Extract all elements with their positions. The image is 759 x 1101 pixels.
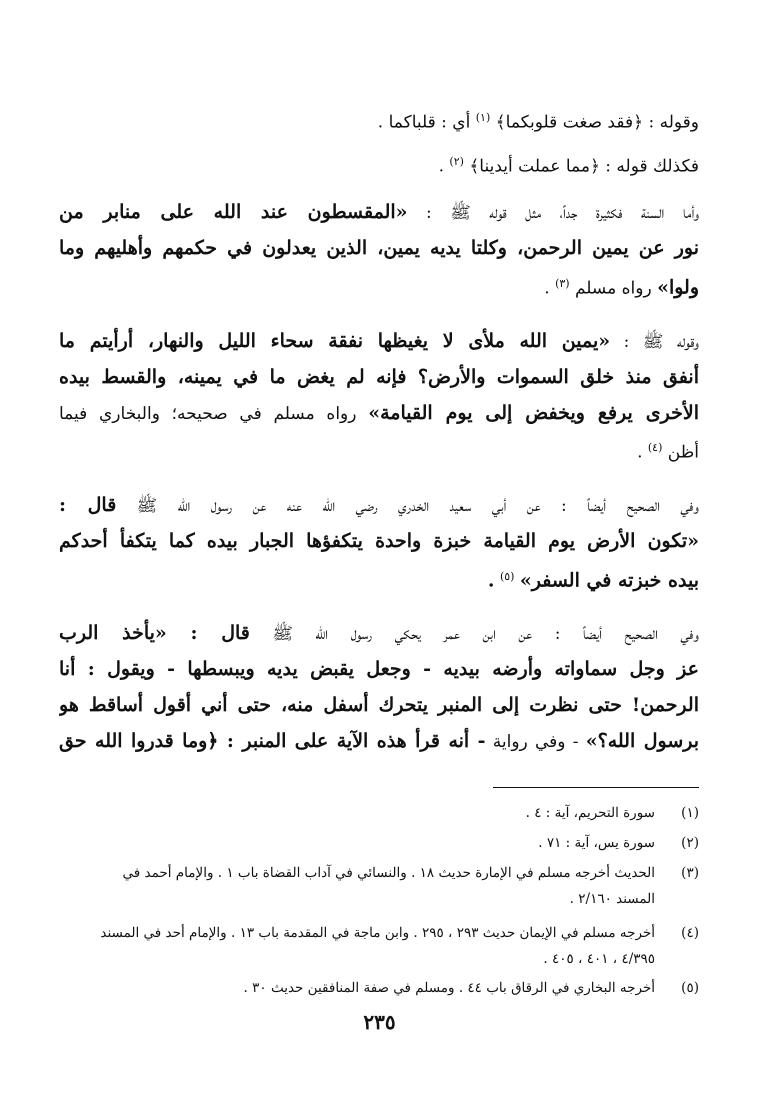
text-line-1: وقوله : ﴿فقد صغت قلوبكما﴾ $^{(١)}$ أي : قلباكما . (377, 111, 699, 133)
hadith-line: أنفق منذ خلق السموات والأرض؟ فإنه لم يغض ما في يمينه، والقسط بيده (59, 366, 699, 388)
text-line-10: وفي الصحيح أيضاً : عن أبي سعيد الخدري رضي الله عنه عن رسول الله ﷺ قال : (59, 494, 699, 516)
footnote-ref: (١) (475, 111, 491, 124)
footnote-ref: (٣) (555, 277, 570, 290)
hadith-line: عز وجل سماواته وأرضه بيديه - وجعل يقبض يديه ويبسطها - ويقول : أنا (59, 658, 699, 680)
footnote-1: (١)سورة التحريم، آية : ٤ . (525, 805, 699, 821)
text-line-5: ولوا» رواه مسلم $^{(٣)}$ . (544, 276, 699, 299)
text-line-16: برسول الله؟» - وفي رواية - أنه قرأ هذه الآية على المنبر : ﴿وما قدروا الله حق (59, 730, 699, 752)
text-line-2: فكذلك قوله : ﴿مما عملت أيدينا﴾ $^{(٢)}$ . (438, 155, 699, 177)
hadith-text: «المقسطون عند الله على منابر من (59, 201, 408, 223)
footnote-2: (٢)سورة يس، آية : ٧١ . (538, 835, 699, 851)
footnote-4: (٤)أخرجه مسلم في الإيمان حديث ٢٩٣ ، ٢٩٥ . وابن ماجة في المقدمة باب ١٣ . والإمام أحد في المسند (100, 925, 699, 941)
footnote-ref: (٥) (499, 570, 515, 583)
hadith-text: «يمين الله ملأى لا يغيظها نفقة سحاء الليل والنهار، أرأيتم ما (59, 330, 611, 352)
page-number: ٢٣٥ (363, 1010, 396, 1034)
footnote-ref: (٢) (449, 155, 464, 168)
text-line-13: وفي الصحيح أيضاً : عن ابن عمر يحكي رسول الله ﷺ قال : «يأخذ الرب (59, 622, 699, 644)
text-line-6: وقوله ﷺ : «يمين الله ملأى لا يغيظها نفقة سحاء الليل والنهار، أرأيتم ما (59, 330, 699, 352)
footnote-ref: (٤) (647, 441, 663, 454)
footnote-3-cont: المسند ٢/١٦٠ . (569, 891, 655, 907)
footnote-4-cont: ٤/٣٩٥ ، ٤٠١ ، ٤٠٥ . (543, 951, 655, 967)
text-line-8: الأخرى يرفع ويخفض إلى يوم القيامة» رواه مسلم في صحيحه؛ والبخاري فيما (59, 402, 699, 424)
hadith-line: نور عن يمين الرحمن، وكلتا يديه يمين، الذين يعدلون في حكمهم وأهليهم وما (59, 237, 699, 259)
text-line-9: أظن $^{(٤)}$ . (637, 441, 699, 463)
text-line-12: بيده خبزته في السفر» $^{(٥)}$ . (487, 569, 699, 592)
text-line-3: وأما السنة فكثيرة جداً، مثل قوله ﷺ : «المقسطون عند الله على منابر من (59, 201, 699, 223)
hadith-line: الرحمن! حتى نظرت إلى المنبر يتحرك أسفل منه، حتى أني أقول أساقط هو (59, 694, 699, 716)
footnote-5: (٥)أخرجه البخاري في الرقاق باب ٤٤ . ومسلم في صفة المنافقين حديث ٣٠ . (243, 980, 699, 996)
footnote-3: (٣)الحديث أخرجه مسلم في الإمارة حديث ١٨ . والنسائي في آداب القضاة باب ١ . والإمام أحمد في (122, 865, 699, 881)
hadith-line: «تكون الأرض يوم القيامة خبزة واحدة يتكفؤها الجبار بيده كما يتكفأ أحدكم (59, 530, 699, 552)
footnote-divider (493, 787, 699, 788)
